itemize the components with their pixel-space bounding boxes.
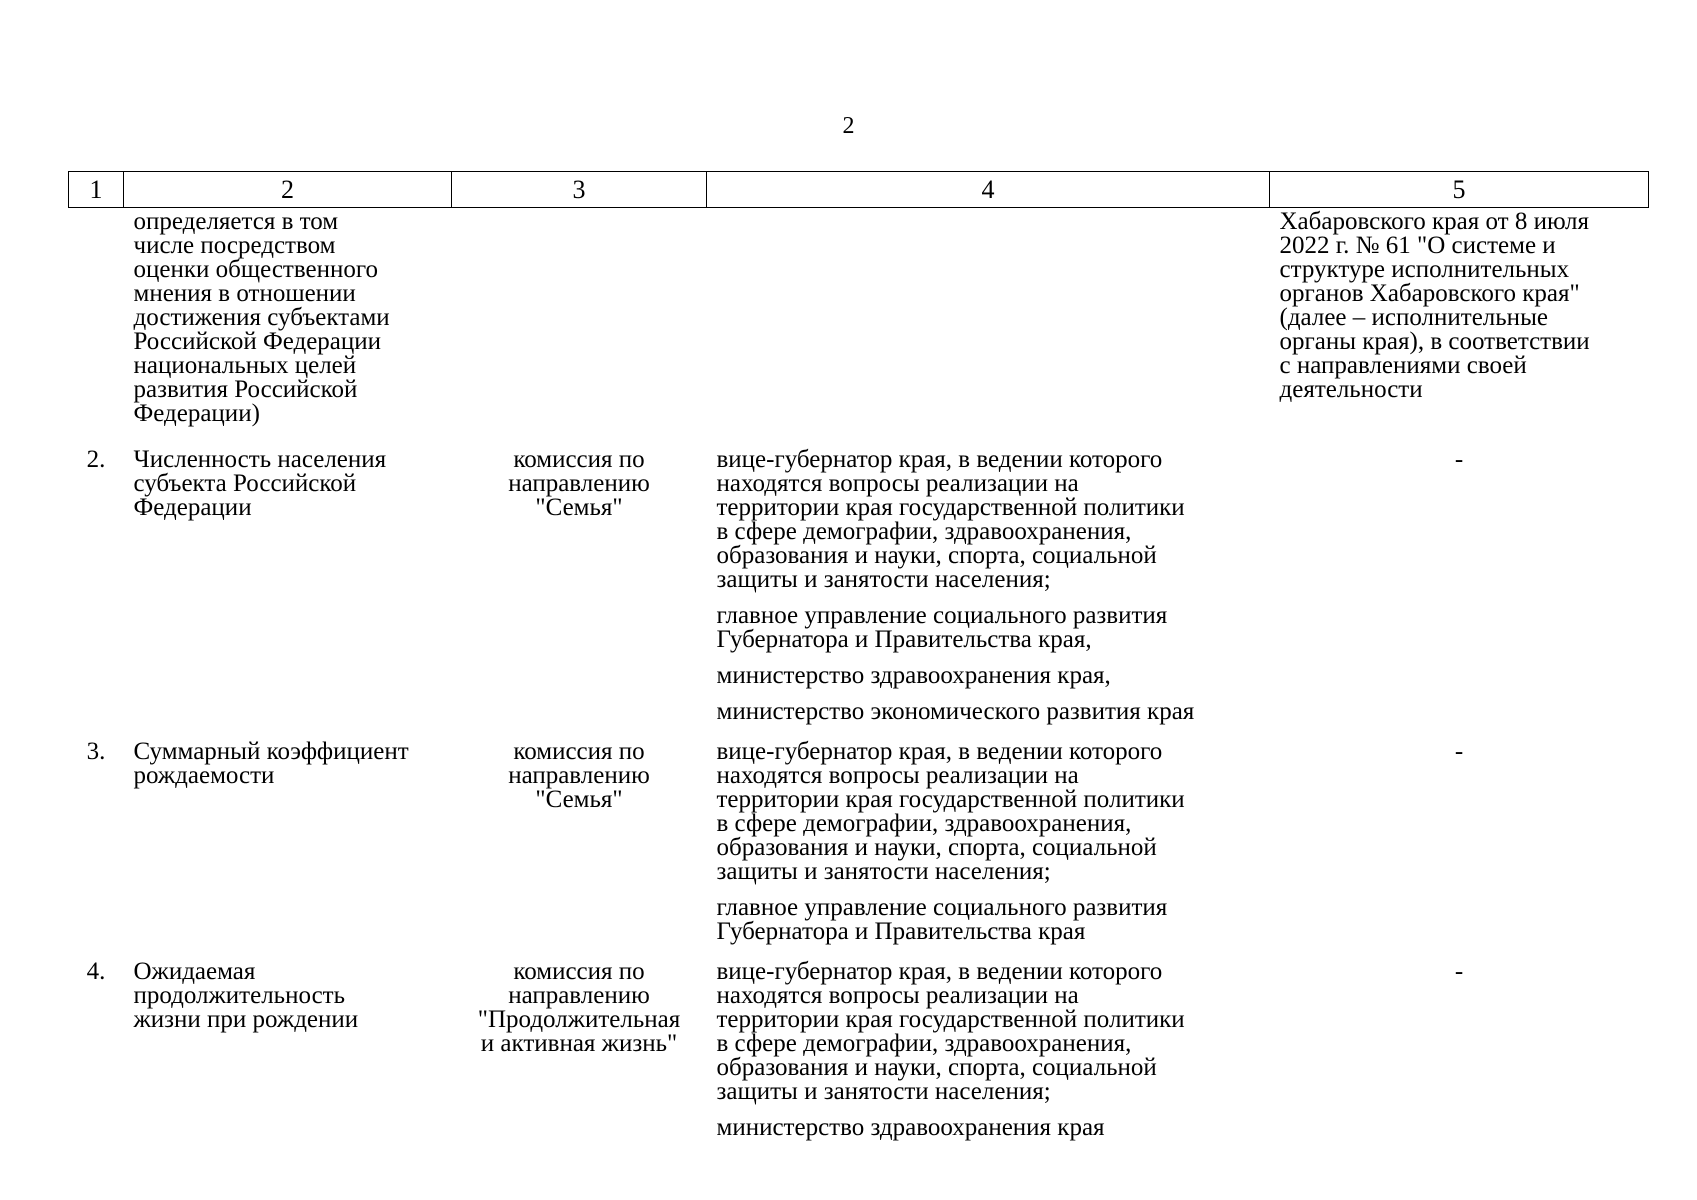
text-line: "Продолжительная (477, 1006, 681, 1033)
text-line: субъекта Российской (133, 470, 357, 497)
text-line: органы края), в соответствии (1279, 328, 1590, 355)
commission-cell (452, 724, 707, 944)
responsible-paragraph (717, 700, 1260, 724)
continuation-commission-cell (452, 208, 707, 433)
text-line: находятся вопросы реализации на (716, 982, 1079, 1009)
text-line: Суммарный коэффициент (133, 738, 409, 765)
text-line: 2022 г. № 61 "О системе и (1279, 232, 1556, 259)
text-line: определяется в том (133, 208, 339, 235)
text-line: министерство экономического развития края (716, 698, 1195, 725)
text-line: комиссия по (513, 446, 645, 473)
continuation-num-cell (69, 208, 124, 433)
text-line: рождаемости (133, 762, 275, 789)
text-line: министерство здравоохранения края (716, 1114, 1105, 1141)
responsible-paragraph (717, 1116, 1260, 1140)
text-line: направлению (508, 762, 650, 789)
responsible-paragraph (717, 664, 1260, 688)
text-line: в сфере демографии, здравоохранения, (716, 518, 1132, 545)
text-line: Ожидаемая (133, 958, 256, 985)
column-header-5: 5 (1270, 172, 1649, 208)
text-line: Губернатора и Правительства края (716, 918, 1086, 945)
note-cell: - (1454, 958, 1464, 985)
text-line: в сфере демографии, здравоохранения, (716, 810, 1132, 837)
text-line: направлению (508, 470, 650, 497)
responsible-cell (707, 944, 1270, 1140)
text-line: вице-губернатор края, в ведении которого (716, 446, 1163, 473)
table-row (69, 944, 1649, 1140)
text-line: комиссия по (513, 958, 645, 985)
continuation-note-cell (1270, 208, 1649, 433)
text-line: вице-губернатор края, в ведении которого (716, 958, 1163, 985)
text-line: главное управление социального развития (716, 602, 1168, 629)
responsible-paragraph (717, 604, 1260, 652)
responsible-paragraph (717, 960, 1260, 1104)
text-line: территории края государственной политики (716, 494, 1185, 521)
text-line: жизни при рождении (133, 1006, 359, 1033)
text-line: с направлениями своей (1279, 352, 1527, 379)
row-number: 3. (86, 738, 106, 765)
text-line: территории края государственной политики (716, 1006, 1185, 1033)
row-number: 4. (86, 958, 106, 985)
text-line: и активная жизнь" (480, 1030, 678, 1057)
responsible-cell (707, 432, 1270, 724)
text-line: национальных целей (133, 352, 357, 379)
text-line: вице-губернатор края, в ведении которого (716, 738, 1163, 765)
page-number: 2 (842, 113, 855, 139)
column-header-3: 3 (452, 172, 707, 208)
indicator-cell (124, 724, 452, 944)
table-header (69, 172, 1649, 208)
text-line: достижения субъектами (133, 304, 390, 331)
text-line: "Семья" (535, 494, 623, 521)
text-line: защиты и занятости населения; (716, 1078, 1051, 1105)
text-line: защиты и занятости населения; (716, 566, 1051, 593)
table-row (69, 724, 1649, 944)
text-line: структуре исполнительных (1279, 256, 1570, 283)
text-line: развития Российской (133, 376, 358, 403)
continuation-responsible-cell (707, 208, 1270, 433)
text-line: продолжительность (133, 982, 345, 1009)
text-line: числе посредством (133, 232, 336, 259)
table-row (69, 432, 1649, 724)
text-line: защиты и занятости населения; (716, 858, 1051, 885)
text-line: Хабаровского края от 8 июля (1279, 208, 1589, 235)
responsible-cell (707, 724, 1270, 944)
commission-cell (452, 432, 707, 724)
indicator-cell (124, 944, 452, 1140)
text-line: образования и науки, спорта, социальной (716, 1054, 1157, 1081)
continuation-row (69, 208, 1649, 433)
responsible-paragraph (717, 740, 1260, 884)
text-line: Российской Федерации (133, 328, 382, 355)
responsibility-table (68, 171, 1649, 1140)
text-line: образования и науки, спорта, социальной (716, 542, 1157, 569)
column-header-2: 2 (124, 172, 452, 208)
commission-cell (452, 944, 707, 1140)
continuation-indicator-cell (124, 208, 452, 433)
responsible-paragraph (717, 448, 1260, 592)
text-line: главное управление социального развития (716, 894, 1168, 921)
row-number: 2. (86, 446, 106, 473)
text-line: Федерации) (133, 400, 260, 427)
text-line: в сфере демографии, здравоохранения, (716, 1030, 1132, 1057)
note-cell: - (1454, 446, 1464, 473)
text-line: находятся вопросы реализации на (716, 762, 1079, 789)
text-line: комиссия по (513, 738, 645, 765)
text-line: направлению (508, 982, 650, 1009)
text-line: Губернатора и Правительства края, (716, 626, 1092, 653)
text-line: министерство здравоохранения края, (716, 662, 1111, 689)
text-line: органов Хабаровского края" (1279, 280, 1580, 307)
text-line: деятельности (1279, 376, 1423, 403)
text-line: Федерации (133, 494, 252, 521)
text-line: территории края государственной политики (716, 786, 1185, 813)
text-line: (далее – исполнительные (1279, 304, 1548, 331)
text-line: "Семья" (535, 786, 623, 813)
text-line: находятся вопросы реализации на (716, 470, 1079, 497)
indicator-cell (124, 432, 452, 724)
text-line: образования и науки, спорта, социальной (716, 834, 1157, 861)
text-line: мнения в отношении (133, 280, 356, 307)
column-header-4: 4 (707, 172, 1270, 208)
text-line: оценки общественного (133, 256, 378, 283)
text-line: Численность населения (133, 446, 387, 473)
column-header-1: 1 (69, 172, 124, 208)
table-body (69, 208, 1649, 1141)
responsible-paragraph (717, 896, 1260, 944)
note-cell: - (1454, 738, 1464, 765)
